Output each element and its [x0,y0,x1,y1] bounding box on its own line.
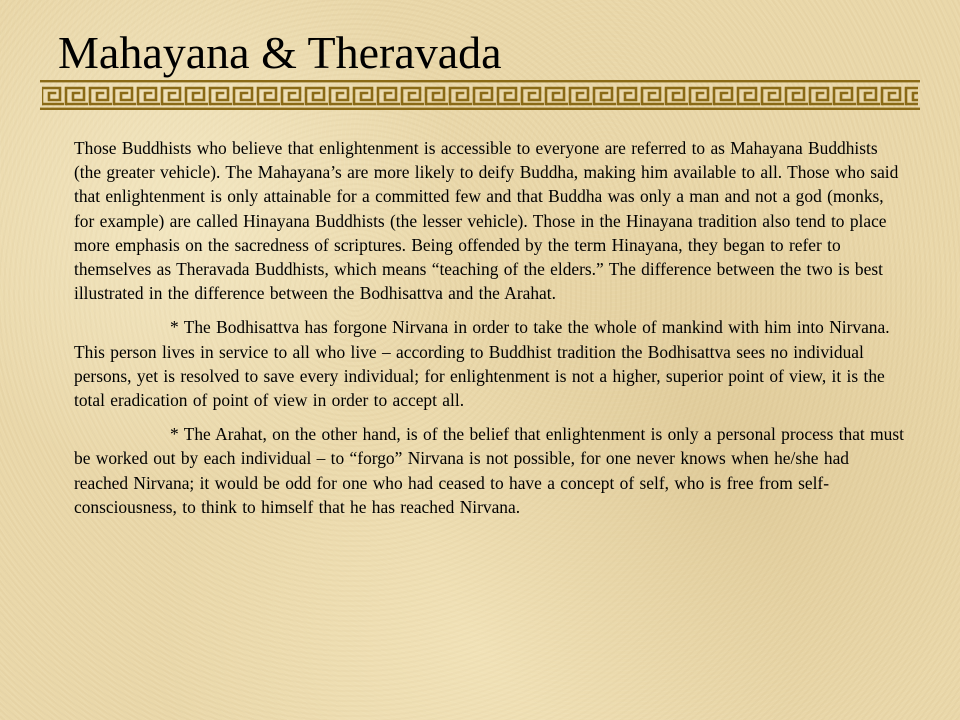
slide-title: Mahayana & Theravada [58,27,502,78]
bodhisattva-paragraph: * The Bodhisattva has forgone Nirvana in order to take the whole of mankind with him into Nirvana. This person lives in service to all who live – according to Buddhist tradition the Bodhisattva sees no individual persons, yet is resolved to save every individual; for enlightenment is not a higher, superior point of view, it is the total eradication of point of view in order to accept all. [74,317,890,411]
arahat-paragraph: * The Arahat, on the other hand, is of the belief that enlightenment is only a personal process that must be worked out by each individual – to “forgo” Nirvana is not possible, for one never knows when he/she had reached Nirvana; it would be odd for one who had ceased to have a concept of self, who is free from self-consciousness, to think to himself that he has reached Nirvana. [74,424,904,517]
intro-paragraph: Those Buddhists who believe that enlightenment is accessible to everyone are referred to as Mahayana Buddhists (the greater vehicle). The Mahayana’s are more likely to deify Buddha, making him available to all. Those who said that enlightenment is only attainable for a committed few and that Buddha was only a man and not a god (monks, for example) are called Hinayana Buddhists (the lesser vehicle). Those in the Hinayana tradition also tend to place more emphasis on the sacredness of scriptures. Being offended by the term Hinayana, they began to refer to themselves as Theravada Buddhists, which means “teaching of the elders.” The difference between the two is best illustrated in the difference between the Bodhisattva and the Arahat. [74,138,899,304]
greek-key-border [40,80,920,110]
slide-body [74,136,904,529]
